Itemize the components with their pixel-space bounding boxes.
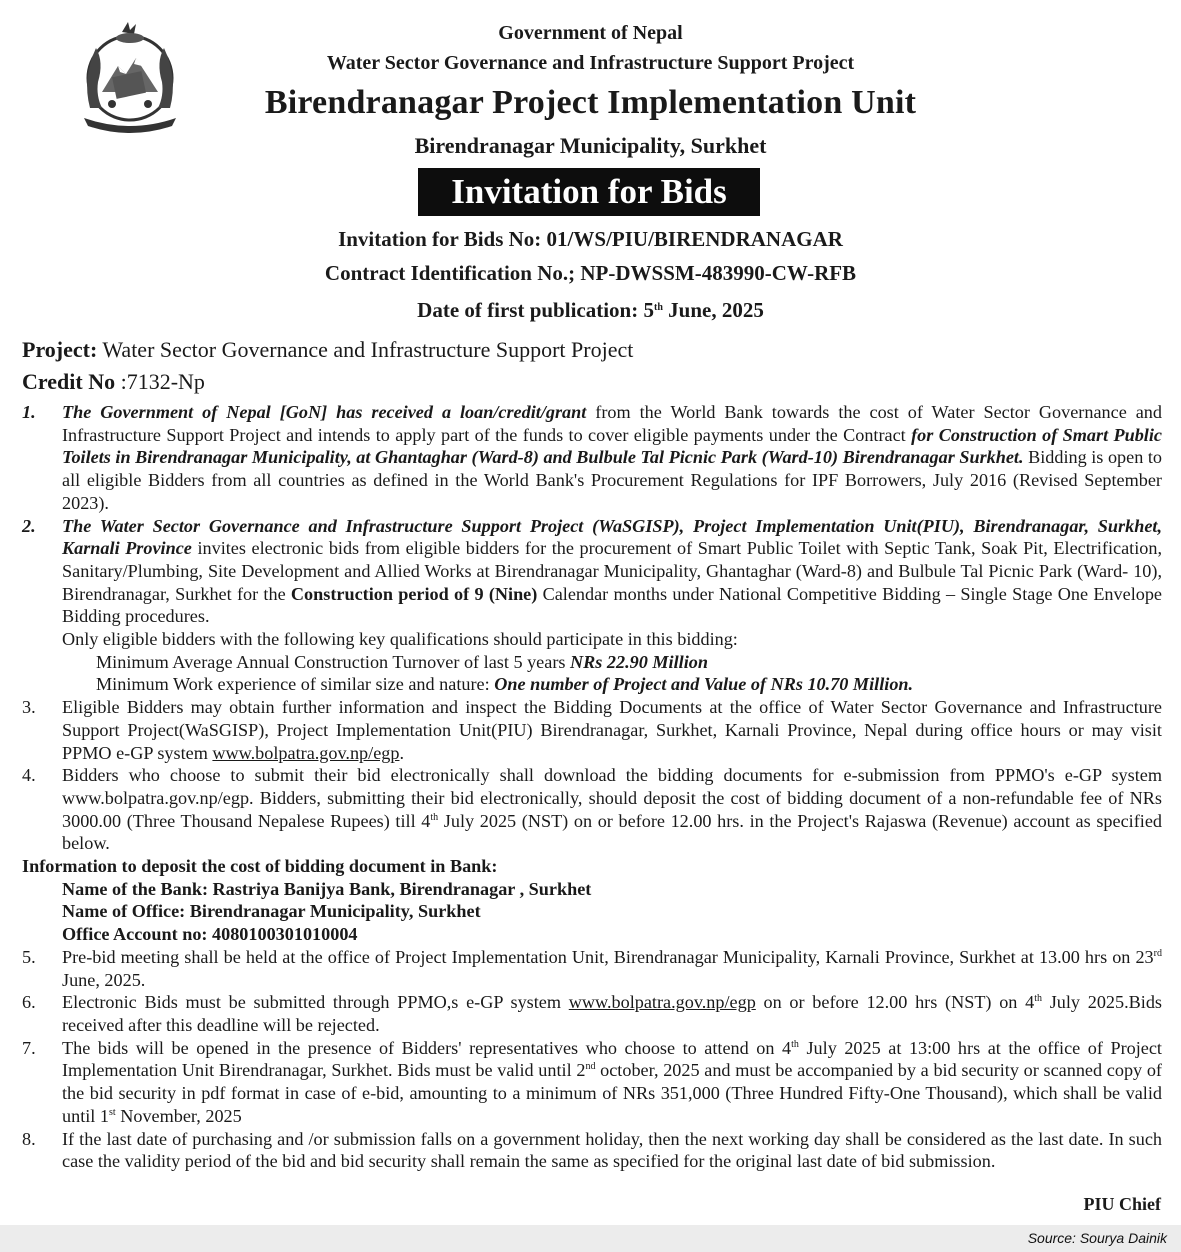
notice-body — [22, 401, 1162, 1173]
contract-identification: Contract Identification No.; NP-DWSSM-483990-CW-RFB — [324, 261, 857, 285]
egp-link[interactable]: www.bolpatra.gov.np/egp — [212, 742, 400, 763]
credit-line: Credit No :7132-Np — [22, 369, 205, 394]
bank-name: Name of the Bank: Rastriya Banijya Bank, Birendranagar , Surkhet — [62, 878, 592, 899]
egp-link[interactable]: www.bolpatra.gov.np/egp — [568, 992, 756, 1013]
source-bar — [0, 1225, 1181, 1252]
clause-6: 6. Electronic Bids must be submitted through PPMO,s e-GP system www.bolpatra.gov.np/egp on or before 12.00 hrs (NST) on 4th July 2025.Bids received after this deadline will be rejected. — [22, 992, 1163, 1035]
bank-account: Office Account no: 4080100301010004 — [62, 924, 358, 945]
unit-title: Birendranagar Project Implementation Unit — [264, 84, 917, 121]
publication-date: Date of first publication: 5th June, 2025 — [417, 298, 764, 322]
qualification-turnover: Minimum Average Annual Construction Turnover of last 5 years NRs 22.90 Million — [96, 651, 708, 672]
municipality-title: Birendranagar Municipality, Surkhet — [414, 133, 767, 158]
qualification-intro: Only eligible bidders with the following key qualifications should participate in this bidding: — [62, 629, 738, 650]
clause-4: 4. Bidders who choose to submit their bid electronically shall download the bidding documents for e-submission from PPMO's e-GP system www.bolpatra.gov.np/egp. Bidders, submitting their bid electronically, should deposit the cost of bidding document of a non-refundable fee of NRs 3000.00 (Three Thousand Nepalese Rupees) till 4th July 2025 (NST) on or before 12.00 hrs. in the Project's Rajaswa (Revenue) account as specified below. — [22, 765, 1162, 854]
bank-info-title: Information to deposit the cost of bidding document in Bank: — [22, 856, 498, 877]
signature: PIU Chief — [1083, 1194, 1161, 1214]
bid-number: Invitation for Bids No: 01/WS/PIU/BIRENDRANAGAR — [338, 227, 843, 251]
notice-title: Invitation for Bids — [418, 168, 760, 216]
clause-7: 7. The bids will be opened in the presence of Bidders' representatives who choose to attend on 4th July 2025 at 13:00 hrs at the office of Project Implementation Unit Birendranagar, Surkhet. Bids must be valid until 2nd october, 2025 and must be accompanied by a bid security or scanned copy of the bid security in pdf format in case of e-bid, amounting to a minimum of NRs 351,000 (Three Hundred Fifty-One Thousand), which shall be valid until 1st November, 2025 — [22, 1037, 1162, 1126]
clause-1: 1. The Government of Nepal [GoN] has received a loan/credit/grant from the World Bank towards the cost of Water Sector Governance and Infrastructure Support Project and intends to apply part of the funds to cover eligible payments under the Contract for Construction of Smart Public Toilets in Birendranagar Municipality, at Ghantaghar (Ward-8) and Bulbule Tal Picnic Park (Ward-10) Birendranagar Surkhet. Bidding is open to all eligible Bidders from all countries as defined in the World Bank's Procurement Regulations for IPF Borrowers, July 2016 (Revised September 2023). — [22, 402, 1162, 513]
clause-5: 5. Pre-bid meeting shall be held at the office of Project Implementation Unit, Birendranagar Municipality, Karnali Province, Surkhet at 13.00 hrs on 23rd June, 2025. — [22, 946, 1162, 990]
qualification-experience: Minimum Work experience of similar size and nature: One number of Project and Value of NRs 10.70 Million. — [96, 674, 914, 695]
clause-8: 8. If the last date of purchasing and /or submission falls on a government holiday, then the next working day shall be considered as the last date. In such case the validity period of the bid and bid security shall remain the same as specified for the original last date of bid submission. — [22, 1128, 1162, 1172]
project-title: Water Sector Governance and Infrastructure Support Project — [326, 52, 855, 74]
project-line: Project: Water Sector Governance and Infrastructure Support Project — [22, 337, 634, 362]
source-credit: Source: Sourya Dainik — [1027, 1230, 1167, 1246]
government-title: Government of Nepal — [498, 22, 683, 44]
clause-3: 3. Eligible Bidders may obtain further information and inspect the Bidding Documents at the office of Water Sector Governance and Infrastructure Support Project(WaSGISP), Project Implementation Unit(PIU) Birendranagar, Surkhet, Karnali Province, Nepal during office hours or may visit PPMO e-GP system www.bolpatra.gov.np/egp. — [22, 697, 1162, 763]
clause-2: 2. The Water Sector Governance and Infrastructure Support Project (WaSGISP), Project Implementation Unit(PIU), Birendranagar, Surkhet, Karnali Province invites electronic bids from eligible bidders for the procurement of Smart Public Toilet with Septic Tank, Soak Pit, Electrification, Sanitary/Plumbing, Site Development and Allied Works at Birendranagar Municipality, Ghantaghar (Ward-8) and Bulbule Tal Picnic Park (Ward- 10), Birendranagar, Surkhet for the Construction period of 9 (Nine) Calendar months under National Competitive Bidding – Single Stage One Envelope Bidding procedures. — [22, 515, 1163, 627]
bank-office: Name of Office: Birendranagar Municipality, Surkhet — [62, 901, 481, 922]
